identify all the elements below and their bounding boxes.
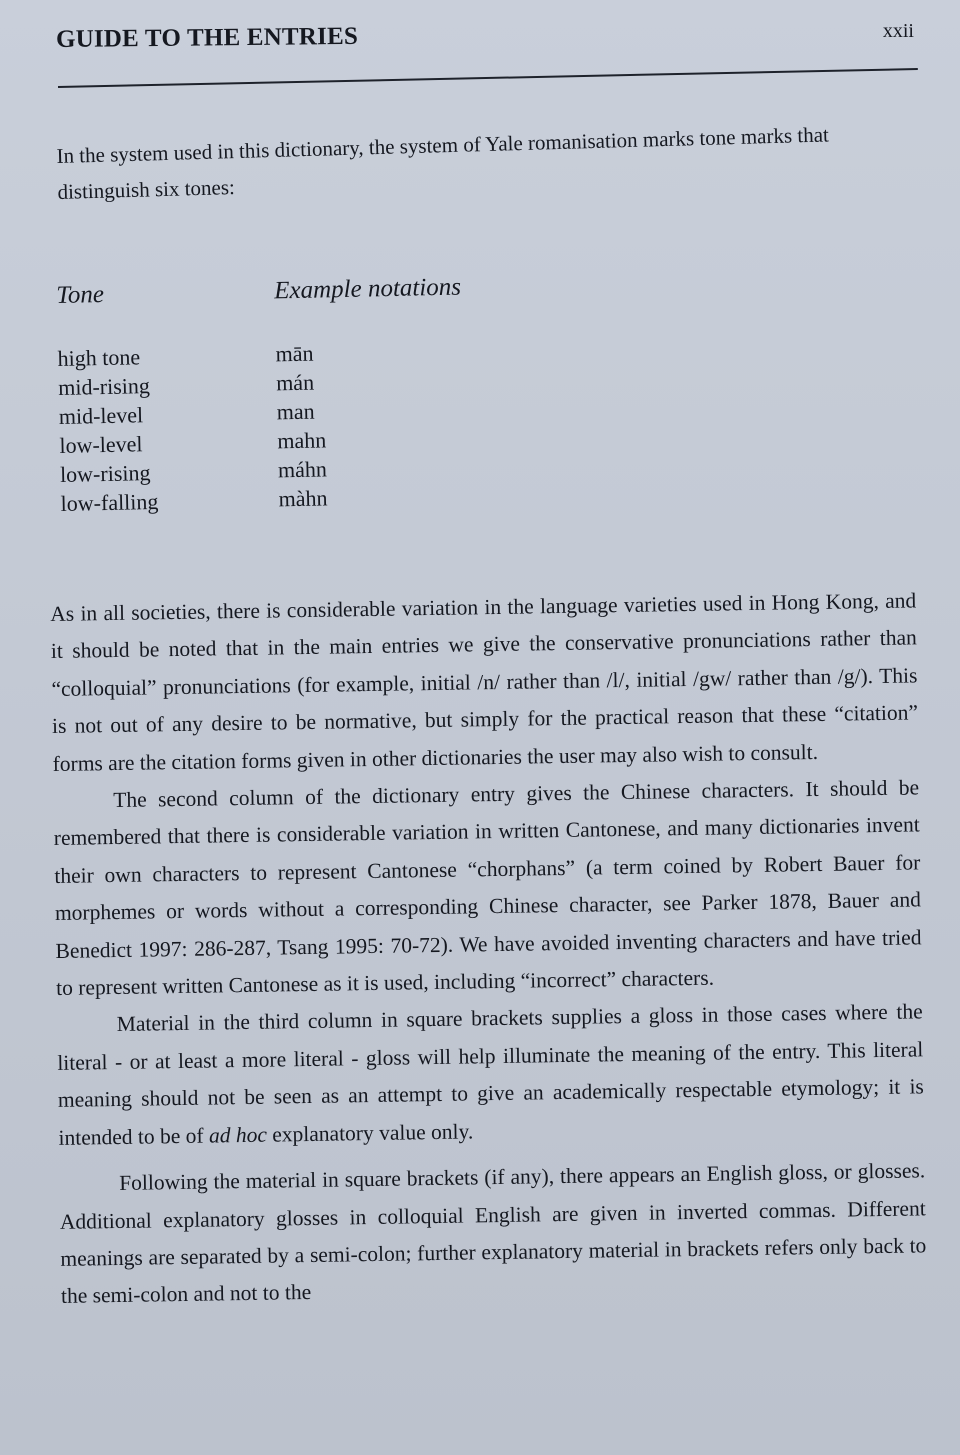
- italic-phrase: ad hoc: [208, 1122, 268, 1148]
- tone-example: man: [276, 398, 315, 425]
- tone-name: low-level: [59, 431, 143, 458]
- paragraph-square-brackets: [56, 994, 924, 1157]
- tone-column-header: Tone: [56, 281, 105, 309]
- paragraph-variation: As in all societies, there is considerable variation in the language varieties used in Hong Kong, and it should be noted that in the main entries we give the conservative pronunciations rather than “colloquial” pronunciations (for example, initial /n/ rather than /l/, initial /gw/ rather than /g/). This is not out of any desire to be normative, but simply for the practical reason that these “citation” forms are the citation forms given in other dictionaries the user may also wish to consult.: [50, 588, 919, 776]
- tone-example: mán: [275, 369, 315, 396]
- example-column-header: Example notations: [273, 273, 462, 305]
- tone-name: low-falling: [60, 488, 159, 516]
- page-number: xxii: [882, 20, 914, 42]
- paragraph-chinese-characters: The second column of the dictionary entry gives the Chinese characters. It should be remembered that there is considerable variation in written Cantonese, and many dictionaries invent their own characters to represent Cantonese “chorphans” (a term coined by Robert Bauer for morphemes or words without a corresponding Chinese character, see Parker 1878, Bauer and Benedict 1997: 286-287, Tsang 1995: 70-72). We have avoided inventing characters and have tried to represent written Cantonese as it is used, including “incorrect” characters.: [53, 775, 922, 1001]
- tone-example: máhn: [277, 456, 328, 483]
- tone-table-header: [56, 272, 557, 344]
- tone-name: high tone: [57, 344, 141, 371]
- running-header-title: GUIDE TO THE ENTRIES: [55, 22, 359, 53]
- tone-example: màhn: [278, 485, 328, 512]
- paragraph-text: Material in the third column in square brackets supplies a gloss in those cases where the literal - or at least a more literal - gloss will help illuminate the meaning of the entry. This literal meaning should not be seen as an attempt to give an academically respectable etymology; it is intended to be of: [57, 999, 925, 1150]
- tone-table: [56, 272, 561, 518]
- paragraph-text: explanatory value only.: [266, 1119, 474, 1147]
- body-text: [50, 582, 927, 1315]
- header-rule: [58, 68, 918, 88]
- tone-name: low-rising: [59, 460, 151, 487]
- intro-paragraph: In the system used in this dictionary, the system of Yale romanisation marks tone marks that distinguish six tones:: [56, 122, 830, 204]
- paragraph-english-gloss: Following the material in square brackets (if any), there appears an English gloss, or glosses. Additional explanatory glosses in colloquial English are given in inverted commas. Different meanings are separated by a semi-colon; further explanatory material in brackets refers only back to the semi-colon and not to the: [59, 1158, 927, 1309]
- tone-example: mahn: [277, 427, 327, 454]
- tone-example: mān: [275, 340, 314, 367]
- tone-name: mid-rising: [57, 373, 151, 400]
- tone-name: mid-level: [58, 402, 144, 429]
